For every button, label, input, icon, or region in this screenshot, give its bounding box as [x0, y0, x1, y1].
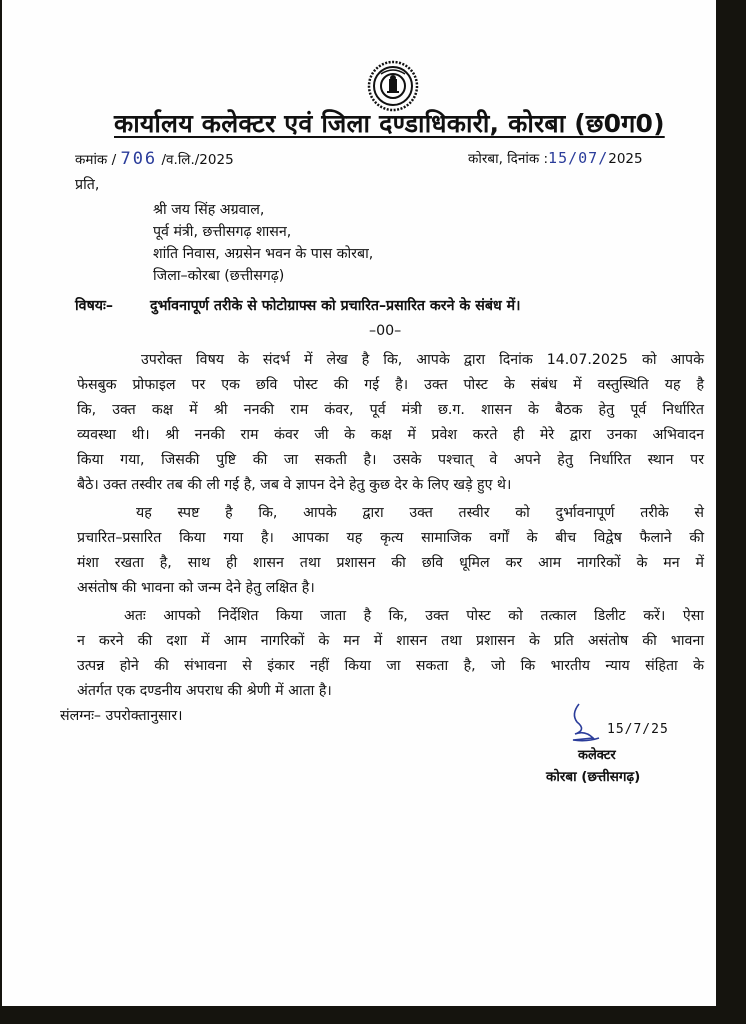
- paragraph-line: कि, उक्त कक्ष में श्री ननकी राम कंवर, पूर्व मंत्री छ.ग. शासन के बैठक हेतु पूर्व निर्धारित: [77, 402, 704, 418]
- letterhead-title: कार्यालय कलेक्टर एवं जिला दण्डाधिकारी, कोरबा (छ0ग0): [114, 109, 665, 138]
- paragraph-line: यह स्पष्ट है कि, आपके द्वारा उक्त तस्वीर को दुर्भावनापूर्ण तरीके से: [136, 505, 704, 521]
- paragraph-line: व्यवस्था थी। श्री ननकी राम कंवर जी के कक्ष में प्रवेश करते ही मेरे द्वारा उनका अभिवादन: [77, 427, 704, 443]
- reference-prefix: कमांक /: [75, 152, 117, 168]
- signatory-designation: कलेक्टर: [578, 748, 616, 763]
- subject-label: विषयः–: [75, 298, 113, 314]
- reference-number: [75, 149, 234, 169]
- place-date-label: कोरबा, दिनांक :: [468, 151, 549, 167]
- paragraph-line: मंशा रखता है, साथ ही शासन तथा प्रशासन की छवि धूमिल कर आम नागरिकों के मन में: [77, 555, 704, 571]
- enclosure-note: संलग्नः– उपरोक्तानुसार।: [60, 708, 183, 724]
- paragraph-line: बैठे। उक्त तस्वीर तब की ली गई है, जब वे ज्ञापन देने हेतु कुछ देर के लिए खड़े हुए थे।: [77, 477, 512, 493]
- subject-text: दुर्भावनापूर्ण तरीके से फोटोग्राफ्स को प्रचारित–प्रसारित करने के संबंध में।: [150, 298, 521, 314]
- paragraph-line: उत्पन्न होने की संभावना से इंकार नहीं किया जा सकता है, जो कि भारतीय न्याय संहिता के: [77, 658, 704, 674]
- date-year: 2025: [608, 151, 643, 167]
- recipient-line: श्री जय सिंह अग्रवाल,: [153, 202, 265, 218]
- salutation: प्रति,: [75, 177, 100, 193]
- recipient-line: पूर्व मंत्री, छत्तीसगढ़ शासन,: [153, 224, 292, 240]
- reference-suffix: /व.लि./2025: [161, 152, 234, 168]
- letter-page: [2, 0, 716, 1006]
- paragraph-line: असंतोष की भावना को जन्म देने हेतु लक्षित है।: [77, 580, 315, 596]
- paragraph-line: प्रचारित–प्रसारित किया गया है। आपका यह कृत्य सामाजिक वर्गों के बीच विद्वेष फैलाने की: [77, 530, 704, 546]
- recipient-line: शांति निवास, अग्रसेन भवन के पास कोरबा,: [153, 246, 374, 262]
- place-date: [468, 149, 643, 167]
- signature-date: 15/7/25: [607, 722, 669, 737]
- emblem-seal-icon: [367, 60, 419, 112]
- paragraph-line: न करने की दशा में आम नागरिकों के मन में शासन तथा प्रशासन के प्रति असंतोष की भावना: [77, 633, 704, 649]
- separator: –00–: [369, 323, 402, 339]
- signatory-office: कोरबा (छत्तीसगढ़): [546, 769, 641, 785]
- recipient-line: जिला–कोरबा (छत्तीसगढ़): [153, 268, 285, 284]
- reference-handwritten-number: 706: [120, 149, 158, 169]
- paragraph-line: फेसबुक प्रोफाइल पर एक छवि पोस्ट की गई है। उक्त पोस्ट के संबंध में वस्तुस्थिति यह है: [77, 377, 704, 393]
- handwritten-date: 15/07/: [548, 149, 609, 167]
- paragraph-line: अतः आपको निर्देशित किया जाता है कि, उक्त पोस्ट को तत्काल डिलीट करें। ऐसा: [124, 608, 704, 624]
- paragraph-line: किया गया, जिसकी पुष्टि की जा सकती है। उसके पश्चात् वे अपने हेतु निर्धारित स्थान पर: [77, 452, 704, 468]
- paragraph-line: अंतर्गत एक दण्डनीय अपराध की श्रेणी में आता है।: [77, 683, 332, 699]
- paragraph-line: उपरोक्त विषय के संदर्भ में लेख है कि, आपके द्वारा दिनांक 14.07.2025 को आपके: [141, 352, 704, 368]
